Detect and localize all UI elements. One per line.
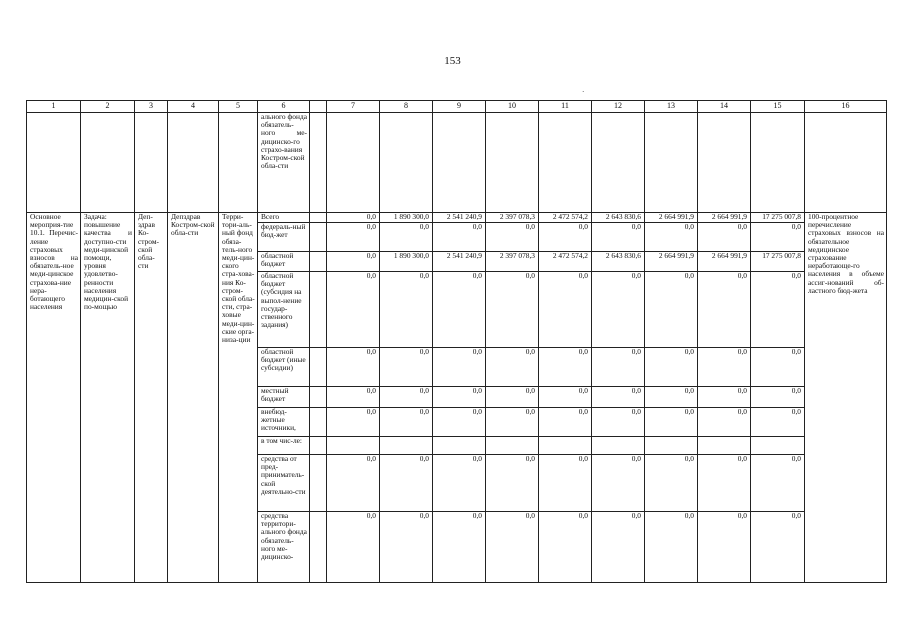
amount-cell: 0,0 [751,408,805,437]
amount-cell: 0,0 [592,223,645,252]
amount-cell: 0,0 [645,223,698,252]
blank-cell [310,437,327,455]
amount-cell: 0,0 [433,272,486,348]
amount-cell [380,437,433,455]
funding-source-label: областной бюджет [258,252,310,272]
col-header: 4 [168,101,219,113]
page-number: 153 [444,55,461,67]
activity-task: Задача: повышение качества и доступно-сти меди-цинской помощи, уровня удовлетво-ренности населения медицин-ской по-мощью [81,213,135,583]
amount-cell: 0,0 [327,272,380,348]
amount-cell: 0,0 [592,512,645,583]
amount-cell: 0,0 [539,223,592,252]
amount-cell: 2 472 574,2 [539,213,592,223]
col-header: 8 [380,101,433,113]
col-header: 5 [219,101,258,113]
amount-cell: 1 890 300,0 [380,213,433,223]
table-row [27,213,887,223]
col-header: 3 [135,101,168,113]
blank-cell [310,455,327,512]
amount-cell: 2 541 240,9 [433,252,486,272]
funding-source-label: Всего [258,213,310,223]
blank-cell [310,213,327,223]
amount-cell: 2 664 991,9 [698,252,751,272]
amount-cell: 0,0 [698,387,751,408]
blank-cell [310,348,327,387]
amount-cell: 0,0 [486,455,539,512]
amount-cell: 0,0 [433,455,486,512]
col-header: 7 [327,101,380,113]
activity-name: Основное мероприя-тие 10.1. Перечис-ление страховых взносов на обязатель-ное меди-цинское страхова-ние нера-ботающего населения [27,213,81,583]
amount-cell: 0,0 [698,408,751,437]
amount-cell: 0,0 [698,223,751,252]
amount-cell: 0,0 [380,408,433,437]
amount-cell: 0,0 [327,408,380,437]
amount-cell: 0,0 [645,348,698,387]
amount-cell [698,437,751,455]
amount-cell: 0,0 [645,272,698,348]
amount-cell: 0,0 [486,223,539,252]
amount-cell: 0,0 [592,348,645,387]
amount-cell: 0,0 [751,348,805,387]
amount-cell: 0,0 [486,408,539,437]
amount-cell: 0,0 [645,408,698,437]
amount-cell: 17 275 007,8 [751,213,805,223]
amount-cell: 0,0 [327,387,380,408]
amount-cell: 0,0 [539,408,592,437]
funding-source-label: в том чис-ле: [258,437,310,455]
header-dot: · [582,88,585,96]
activity-responsible: Депздрав Костром-ской обла-сти [168,213,219,583]
amount-cell: 0,0 [539,272,592,348]
amount-cell: 0,0 [592,408,645,437]
activity-participants: Терри-тори-аль-ный фонд обяза-тель-ного меди-цин-ского стра-хова-ния Ко-стром-ской обла-сти, стра-ховые меди-цин-ские орга-низа-ции [219,213,258,583]
amount-cell: 2 472 574,2 [539,252,592,272]
funding-source-label: областной бюджет (иные субсидии) [258,348,310,387]
col-header: 9 [433,101,486,113]
amount-cell: 0,0 [380,512,433,583]
amount-cell: 0,0 [433,348,486,387]
amount-cell: 0,0 [327,223,380,252]
funding-source-label: федераль-ный бюд-жет [258,223,310,252]
amount-cell: 0,0 [327,252,380,272]
amount-cell [486,437,539,455]
col-header [310,101,327,113]
amount-cell: 0,0 [380,455,433,512]
col-header: 16 [805,101,887,113]
amount-cell [539,437,592,455]
amount-cell: 2 541 240,9 [433,213,486,223]
amount-cell: 0,0 [539,512,592,583]
amount-cell: 0,0 [751,223,805,252]
amount-cell: 0,0 [698,512,751,583]
continued-source-label: ального фонда обязатель-ного ме-дицинско-го страхо-вания Костром-ской обла-сти [258,113,310,213]
amount-cell [751,437,805,455]
amount-cell: 0,0 [592,272,645,348]
amount-cell: 0,0 [380,272,433,348]
amount-cell: 0,0 [751,387,805,408]
amount-cell: 0,0 [645,455,698,512]
blank-cell [310,408,327,437]
activity-result: 100-процентное перечисление страховых взносов на обязательное медицинское страхование неработающе-го населения в объеме ассиг-нований об-ластного бюд-жета [805,213,887,583]
amount-cell: 0,0 [539,455,592,512]
amount-cell: 2 397 078,3 [486,252,539,272]
amount-cell: 0,0 [380,223,433,252]
amount-cell: 2 664 991,9 [698,213,751,223]
amount-cell: 0,0 [433,408,486,437]
column-header-row [27,101,887,113]
funding-source-label: внебюд-жетные источники, [258,408,310,437]
funding-source-label: местный бюджет [258,387,310,408]
col-header: 2 [81,101,135,113]
amount-cell: 0,0 [486,348,539,387]
col-header: 1 [27,101,81,113]
amount-cell: 2 643 830,6 [592,213,645,223]
col-header: 12 [592,101,645,113]
amount-cell: 2 643 830,6 [592,252,645,272]
activity-rows [27,213,887,583]
blank-cell [310,252,327,272]
amount-cell: 0,0 [698,455,751,512]
amount-cell [592,437,645,455]
amount-cell: 17 275 007,8 [751,252,805,272]
amount-cell: 0,0 [698,348,751,387]
funding-table [26,100,887,583]
amount-cell: 0,0 [698,272,751,348]
col-header: 14 [698,101,751,113]
amount-cell: 0,0 [380,348,433,387]
amount-cell: 0,0 [327,348,380,387]
amount-cell: 0,0 [486,387,539,408]
amount-cell: 0,0 [645,387,698,408]
amount-cell: 0,0 [327,455,380,512]
amount-cell: 0,0 [751,512,805,583]
blank-cell [310,223,327,252]
amount-cell: 2 664 991,9 [645,252,698,272]
amount-cell: 0,0 [645,512,698,583]
amount-cell: 0,0 [327,512,380,583]
amount-cell: 2 664 991,9 [645,213,698,223]
amount-cell: 1 890 300,0 [380,252,433,272]
blank-cell [310,387,327,408]
amount-cell: 0,0 [433,223,486,252]
activity-coexecutor: Деп-здрав Ко-стром-ской обла-сти [135,213,168,583]
amount-cell [645,437,698,455]
continued-row [27,113,887,213]
blank-cell [310,512,327,583]
amount-cell: 0,0 [592,455,645,512]
amount-cell: 0,0 [433,512,486,583]
amount-cell: 0,0 [539,387,592,408]
amount-cell: 0,0 [327,213,380,223]
col-header: 6 [258,101,310,113]
amount-cell [327,437,380,455]
amount-cell: 0,0 [486,272,539,348]
amount-cell: 0,0 [380,387,433,408]
funding-source-label: средства от пред-приниматель-ской деятельно-сти [258,455,310,512]
amount-cell: 0,0 [751,455,805,512]
blank-cell [310,272,327,348]
amount-cell: 0,0 [433,387,486,408]
amount-cell: 2 397 078,3 [486,213,539,223]
amount-cell: 0,0 [539,348,592,387]
funding-source-label: средства территори-ального фонда обязатель-ного ме-дицинско- [258,512,310,583]
col-header: 11 [539,101,592,113]
col-header: 13 [645,101,698,113]
amount-cell: 0,0 [751,272,805,348]
funding-source-label: областной бюджет (субсидия на выпол-нение государ-ственного задания) [258,272,310,348]
col-header: 15 [751,101,805,113]
amount-cell: 0,0 [486,512,539,583]
amount-cell: 0,0 [592,387,645,408]
col-header: 10 [486,101,539,113]
amount-cell [433,437,486,455]
